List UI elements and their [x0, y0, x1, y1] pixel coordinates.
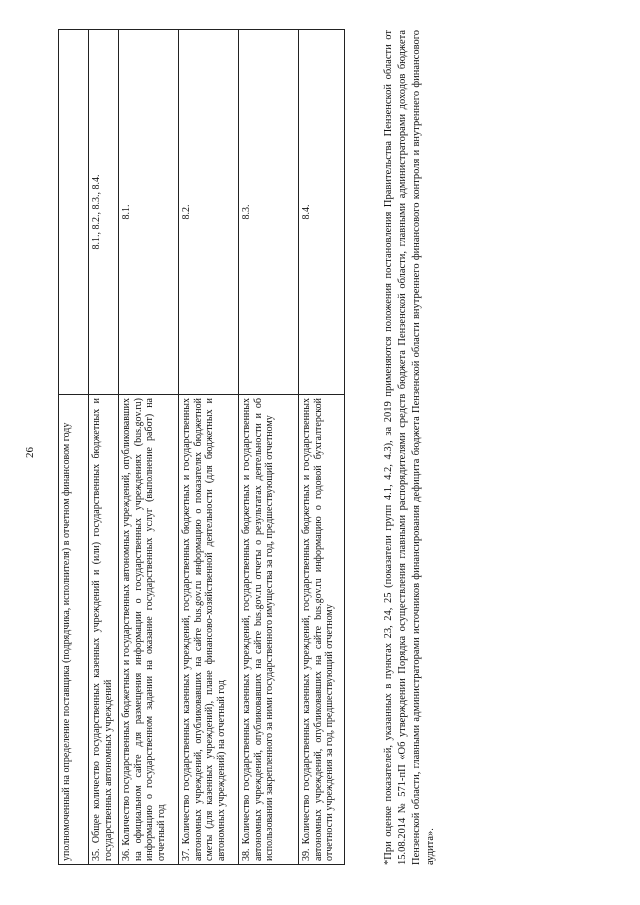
table-row — [239, 30, 299, 865]
indicators-table — [58, 29, 345, 865]
indicator-text: 35. Общее количество государственных казенных учреждений и (или) государственных бюджетных и государственных автономных учреждений — [89, 395, 119, 865]
indicator-ref: 8.3. — [239, 30, 299, 395]
table-row — [89, 30, 119, 865]
table-row — [299, 30, 345, 865]
indicator-text: уполномоченный на определение поставщика (подрядчика, исполнителя) в отчетном финансовом году — [59, 395, 89, 865]
indicator-text: 36. Количество государственных бюджетных и государственных автономных учреждений, опубликовавших на официальном сайте для размещения информации о государственных учреждениях (bus.gov.ru) информацию о государственном задании на оказание государственных услуг (выполнение работ) на отчетный год — [119, 395, 179, 865]
indicator-text: 37. Количество государственных казенных учреждений, государственных бюджетных и государственных автономных учреждений, опубликовавших на сайте bus.gov.ru информацию о показателях бюджетной сметы (для казенных учреждений), плане финансово-хозяйственной деятельности (для бюджетных и автономных учреждений) на отчетный год — [179, 395, 239, 865]
table-row — [179, 30, 239, 865]
table-row — [59, 30, 89, 865]
indicator-ref: 8.1., 8.2., 8.3., 8.4. — [89, 30, 119, 395]
indicator-ref — [59, 30, 89, 395]
page-number: 26 — [24, 447, 36, 458]
indicator-text: 38. Количество государственных казенных учреждений, государственных бюджетных и государственных автономных учреждений, опубликовавших на сайте bus.gov.ru отчеты о результатах деятельности и об использовании закрепленного за ними государственного имущества за год, предшествующий отчетному — [239, 395, 299, 865]
footnote: *При оценке показателей, указанных в пунктах 23, 24, 25 (показатели групп 4.1, 4.2, 4.3), за 2019 применяются положения постановления Правительства Пензенской области от 15.08.2014 № 571-пП «Об утверждении Порядка осуществления главными распорядителями средств бюджета Пензенской области, главными администраторами доходов бюджета Пензенской области, главными администраторами источников финансирования дефицита бюджета Пензенской области внутреннего финансового контроля и внутреннего финансового аудита». — [383, 30, 436, 865]
indicator-ref: 8.2. — [179, 30, 239, 395]
indicator-ref: 8.4. — [299, 30, 345, 395]
table-row — [119, 30, 179, 865]
indicator-text: 39. Количество государственных казенных учреждений, государственных бюджетных и государственных автономных учреждений, опубликовавших на сайте bus.gov.ru информацию о годовой бухгалтерской отчетности учреждения за год, предшествующий отчетному — [299, 395, 345, 865]
indicator-ref: 8.1. — [119, 30, 179, 395]
